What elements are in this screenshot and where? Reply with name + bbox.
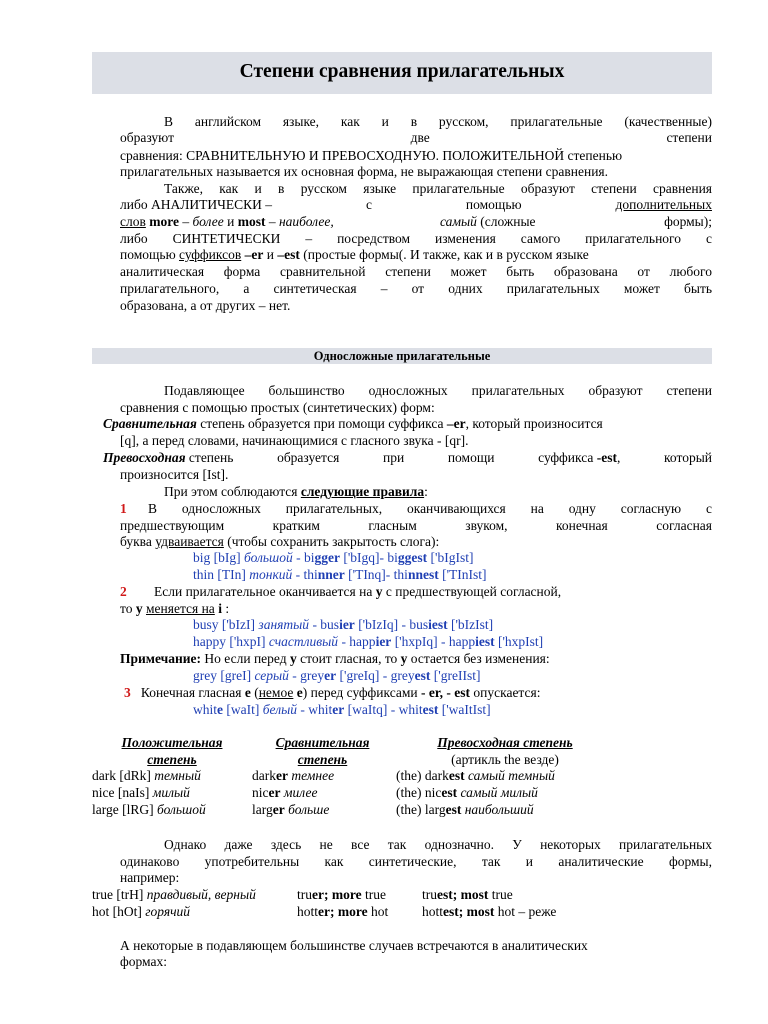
text-line: прилагательного, а синтетическая – от одних прилагательных может быть xyxy=(120,281,712,296)
table-row: large [lRG] большой xyxy=(92,802,206,817)
text-line: аналитическая форма сравнительной степени может быть образована от любого xyxy=(120,264,712,279)
example-row: hot [hOt] горячий xyxy=(92,904,191,919)
text-line: сравнения с помощью простых (синтетических) форм: xyxy=(120,400,435,415)
text-line: прилагательных называется их основная форма, не выражающая степени сравнения. xyxy=(120,164,609,179)
text-line: формах: xyxy=(120,954,167,969)
example-cell: hottest; most hot – реже xyxy=(422,904,557,919)
example-line: white [waIt] белый - whiter [waItq] - whitest ['waItIst] xyxy=(193,702,491,717)
table-cell: (the) nicest самый милый xyxy=(396,785,538,800)
text-line: помощью суффиксов –er и –est (простые формы(. И также, как и в русском языке xyxy=(120,247,589,262)
text-line: либо СИНТЕТИЧЕСКИ – посредством изменения самого прилагательного с xyxy=(120,231,712,246)
example-line: big [bIg] большой - bigger ['bIgq]- biggest ['bIgIst] xyxy=(193,550,474,565)
table-cell: nicer милее xyxy=(252,785,318,800)
table-header-superlative: Превосходная степень (артикль the везде) xyxy=(437,735,573,767)
rule-1-line: 1 В односложных прилагательных, оканчивающихся на одну согласную с xyxy=(120,501,712,516)
text-line: сравнения: СРАВНИТЕЛЬНУЮ И ПРЕВОСХОДНУЮ. ПОЛОЖИТЕЛЬНОЙ степенью xyxy=(120,148,623,163)
text-line: образована, а от других – нет. xyxy=(120,298,291,313)
table-cell: darker темнее xyxy=(252,768,335,783)
text-line: образуют две степени xyxy=(120,130,712,145)
table-cell: (the) largest наибольший xyxy=(396,802,534,817)
text-line: В английском языке, как и в русском, прилагательные (качественные) xyxy=(164,114,712,129)
table-header-positive: Положительная степень xyxy=(121,735,223,767)
example-cell: hotter; more hot xyxy=(297,904,389,919)
text-line: произносится [Ist]. xyxy=(120,467,229,482)
text-line: Превосходная степень образуется при помощи суффикса -est, который xyxy=(103,450,712,465)
text-line: буква удваивается (чтобы сохранить закрытость слога): xyxy=(120,534,440,549)
table-row: nice [naIs] милый xyxy=(92,785,190,800)
table-cell: larger больше xyxy=(252,802,330,817)
title-band xyxy=(92,52,712,94)
text-line: Сравнительная степень образуется при помощи суффикса –er, который произносится xyxy=(103,416,603,431)
section-title: Односложные прилагательные xyxy=(313,349,491,363)
text-line: слов more – более и most – наиболее, самый (сложные формы); xyxy=(120,214,712,229)
text-line: то у меняется на i : xyxy=(120,601,230,616)
rule-3-line: 3 Конечная гласная е (немое е) перед суффиксами - er, - est опускается: xyxy=(124,685,541,700)
text-line: Также, как и в русском языке прилагательные образуют степени сравнения xyxy=(164,181,712,196)
text-line: предшествующим кратким гласным звуком, конечная согласная xyxy=(120,518,712,533)
example-line: busy ['bIzI] занятый - busier ['bIzIq] - busiest ['bIzIst] xyxy=(193,617,494,632)
text-line: либо АНАЛИТИЧЕСКИ – с помощью дополнительных xyxy=(120,197,712,212)
text-line: например: xyxy=(120,870,180,885)
text-line: Подавляющее большинство односложных прилагательных образуют степени xyxy=(164,383,712,398)
note-line: Примечание: Но если перед у стоит гласная, то у остается без изменения: xyxy=(120,651,550,666)
table-header-comparative: Сравнительная степень xyxy=(275,735,370,767)
text-line: Однако даже здесь не все так однозначно. У некоторых прилагательных xyxy=(164,837,712,852)
table-row: dark [dRk] темный xyxy=(92,768,201,783)
example-row: true [trH] правдивый, верный xyxy=(92,887,256,902)
text-line: А некоторые в подавляющем большинстве случаев встречаются в аналитических xyxy=(120,938,588,953)
example-line: thin [TIn] тонкий - thinner ['TInq]- thinnest ['TInIst] xyxy=(193,567,487,582)
text-line: одинаково употребительны как синтетические, так и аналитические формы, xyxy=(120,854,712,869)
page-title: Степени сравнения прилагательных xyxy=(239,61,565,82)
example-line: grey [greI] серый - greyer ['greIq] - greyest ['greIIst] xyxy=(193,668,481,683)
table-cell: (the) darkest самый темный xyxy=(396,768,555,783)
example-line: happy ['hxpI] счастливый - happier ['hxpIq] - happiest ['hxpIst] xyxy=(193,634,544,649)
text-line: При этом соблюдаются следующие правила: xyxy=(164,484,428,499)
example-cell: truest; most true xyxy=(422,887,513,902)
example-cell: truer; more true xyxy=(297,887,386,902)
section-header-band xyxy=(92,348,712,364)
text-line: [q], а перед словами, начинающимися с гласного звука - [qr]. xyxy=(120,433,469,448)
